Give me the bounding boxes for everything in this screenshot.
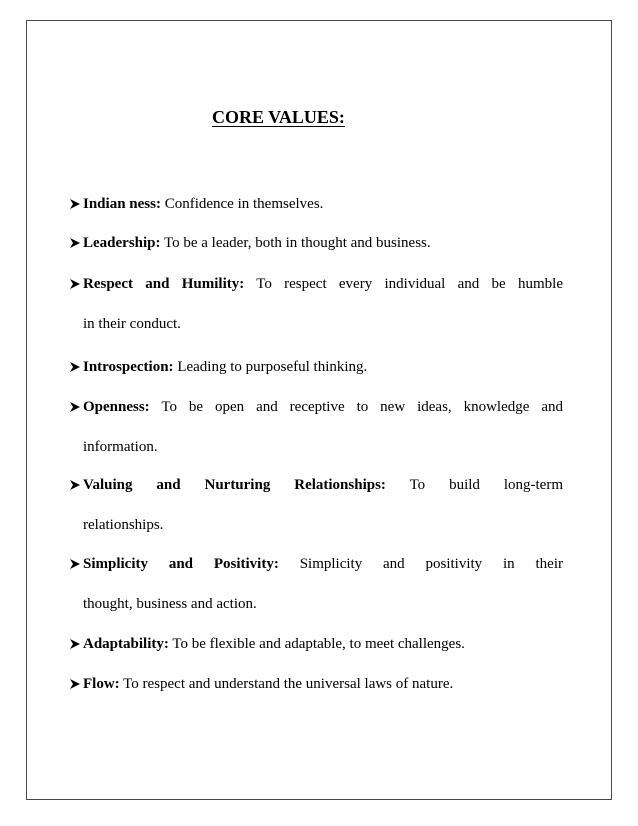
list-item-respect-and-humility [68,264,563,344]
arrow-bullet-icon [68,387,82,427]
value-term: Flow: [83,676,120,692]
value-description: To be flexible and adaptable, to meet challenges. [172,636,465,652]
value-term: Adaptability: [83,636,169,652]
value-description: To respect and understand the universal laws of nature. [123,676,454,692]
arrow-bullet-icon [68,264,82,304]
value-term: Valuing and Nurturing Relationships: [83,477,386,493]
value-description-continued: thought, business and action. [83,596,257,612]
value-term: Introspection: [83,359,174,375]
value-term: Openness: [83,399,150,415]
list-item-flow [68,664,563,704]
value-description: Confidence in themselves. [164,196,324,212]
arrow-bullet-icon [68,223,82,263]
value-description-continued: in their conduct. [83,316,181,332]
value-description: Simplicity and positivity in their [299,556,564,572]
value-term: Indian ness: [83,196,161,212]
value-description: To be open and receptive to new ideas, knowledge and [161,399,563,415]
value-term: Leadership: [83,235,161,251]
value-description-continued: information. [83,439,158,455]
arrow-bullet-icon [68,465,82,505]
list-item-introspection [68,347,563,387]
list-item-simplicity-and-positivity [68,544,563,624]
page-title: CORE VALUES: [212,107,345,127]
value-description: To build long-term [409,477,563,493]
arrow-bullet-icon [68,347,82,387]
list-item-adaptability [68,624,563,664]
list-item-openness [68,387,563,467]
arrow-bullet-icon [68,624,82,664]
value-description-continued: relationships. [83,517,164,533]
arrow-bullet-icon [68,664,82,704]
value-description: To respect every individual and be humble [256,276,563,292]
list-item-indian-ness [68,184,563,224]
list-item-leadership [68,223,563,263]
list-item-valuing-and-nurturing-relationships [68,465,563,545]
value-term: Simplicity and Positivity: [83,556,279,572]
arrow-bullet-icon [68,184,82,224]
value-description: Leading to purposeful thinking. [177,359,368,375]
value-term: Respect and Humility: [83,276,245,292]
value-description: To be a leader, both in thought and business. [164,235,431,251]
arrow-bullet-icon [68,544,82,584]
